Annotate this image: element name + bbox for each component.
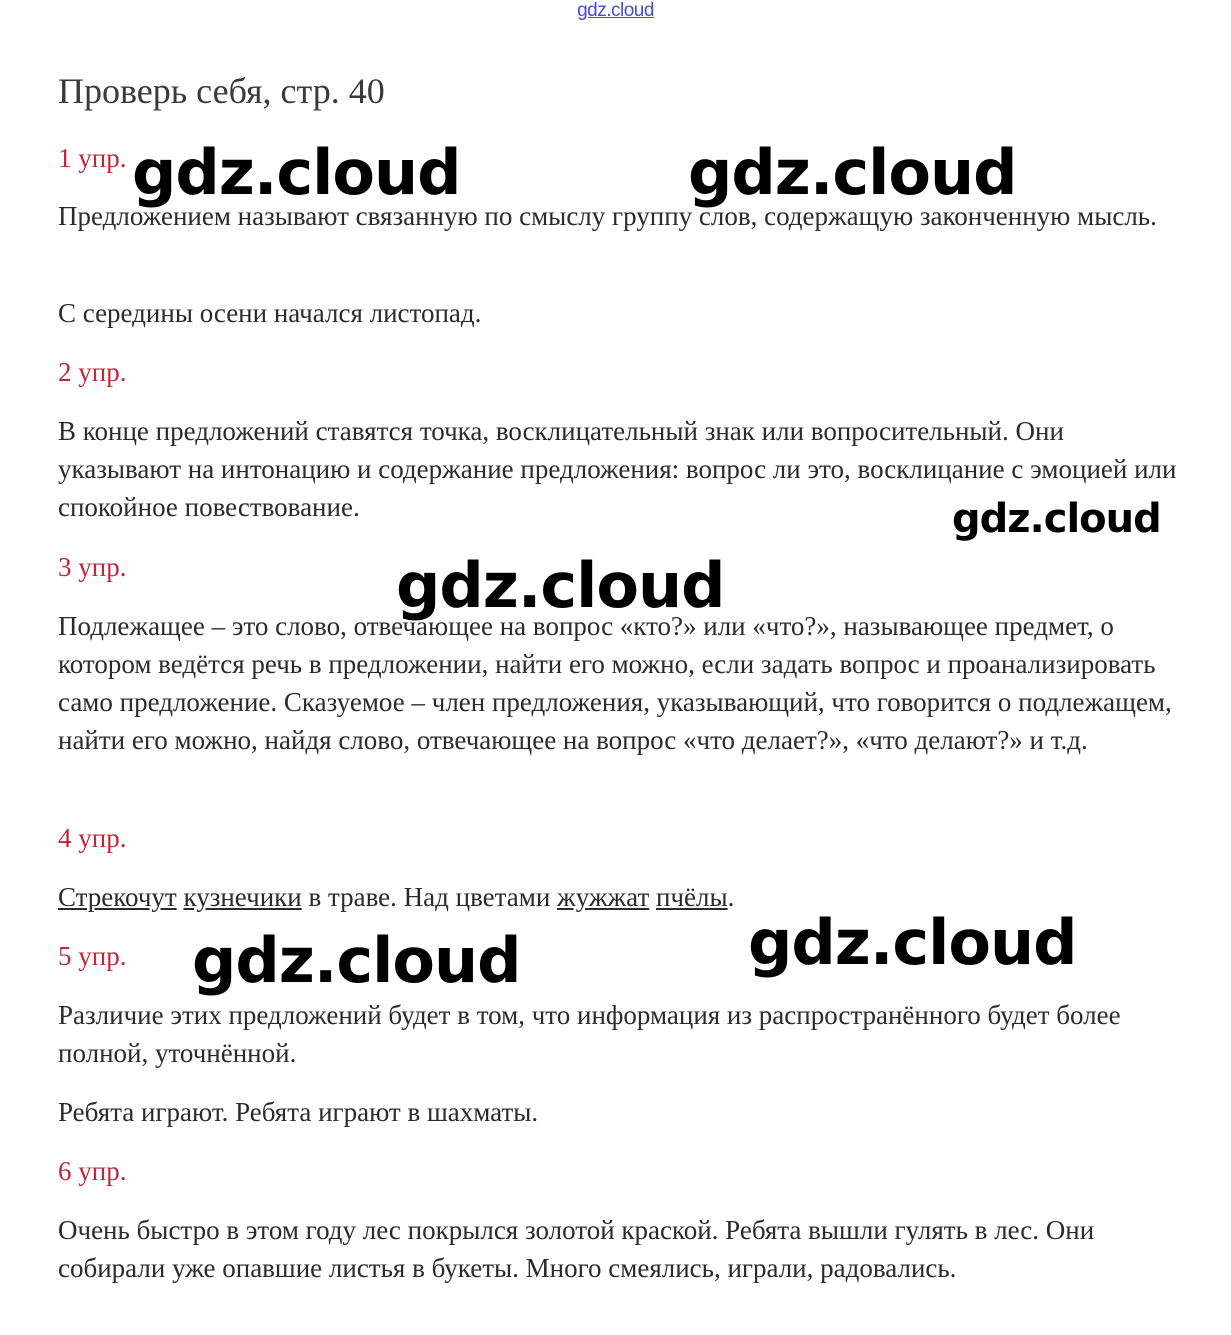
exercise-6-paragraph-1: Очень быстро в этом году лес покрылся золотой краской. Ребята вышли гулять в лес. Они собирали уже опавшие листья в букеты. Много смеялись, играли, радовались. bbox=[58, 1215, 1095, 1283]
subject-word-2: пчёлы bbox=[656, 882, 728, 912]
exercise-2-paragraph-1: В конце предложений ставятся точка, восклицательный знак или вопросительный. Они указывают на интонацию и содержание предложения: вопрос ли это, восклицание с эмоцией или спокойное повествование. bbox=[58, 416, 1177, 522]
exercise-3-paragraph-1: Подлежащее – это слово, отвечающее на вопрос «кто?» или «что?», называющее предмет, о котором ведётся речь в предложении, найти его можно, если задать вопрос и проанализировать само предложение. Сказуемое – член предложения, указывающий, что говорится о подлежащем, найти его можно, найдя слово, отвечающее на вопрос «что делает?», «что делают?» и т.д. bbox=[58, 611, 1172, 755]
watermark: gdz.cloud bbox=[748, 906, 1077, 979]
sentence-text-1: в траве. Над цветами bbox=[301, 882, 558, 912]
exercise-6-label: 6 упр. bbox=[58, 1156, 127, 1186]
exercise-2-label: 2 упр. bbox=[58, 357, 127, 387]
predicate-word-1: Стрекочут bbox=[58, 882, 177, 912]
exercise-1-paragraph-2: С середины осени начался листопад. bbox=[58, 298, 482, 328]
exercise-5-paragraph-2: Ребята играют. Ребята играют в шахматы. bbox=[58, 1097, 539, 1127]
page-title: Проверь себя, стр. 40 bbox=[58, 71, 385, 111]
sentence-text-2: . bbox=[727, 882, 735, 912]
exercise-5-paragraph-1: Различие этих предложений будет в том, что информация из распространённого будет более полной, уточнённой. bbox=[58, 1000, 1121, 1068]
exercise-5-label: 5 упр. bbox=[58, 941, 127, 971]
exercise-4-label: 4 упр. bbox=[58, 823, 127, 853]
exercise-1-paragraph-1: Предложением называют связанную по смыслу группу слов, содержащую законченную мысль. bbox=[58, 201, 1157, 231]
subject-word-1: кузнечики bbox=[183, 882, 302, 912]
exercise-3-label: 3 упр. bbox=[58, 552, 127, 582]
watermark: gdz.cloud bbox=[688, 136, 1017, 209]
watermark: gdz.cloud bbox=[396, 549, 725, 622]
exercise-1-label: 1 упр. bbox=[58, 143, 127, 173]
watermark: gdz.cloud bbox=[952, 496, 1161, 542]
watermark: gdz.cloud bbox=[192, 924, 521, 997]
watermark: gdz.cloud bbox=[132, 136, 461, 209]
site-link[interactable]: gdz.cloud bbox=[577, 0, 654, 21]
predicate-word-2: жужжат bbox=[557, 882, 650, 912]
